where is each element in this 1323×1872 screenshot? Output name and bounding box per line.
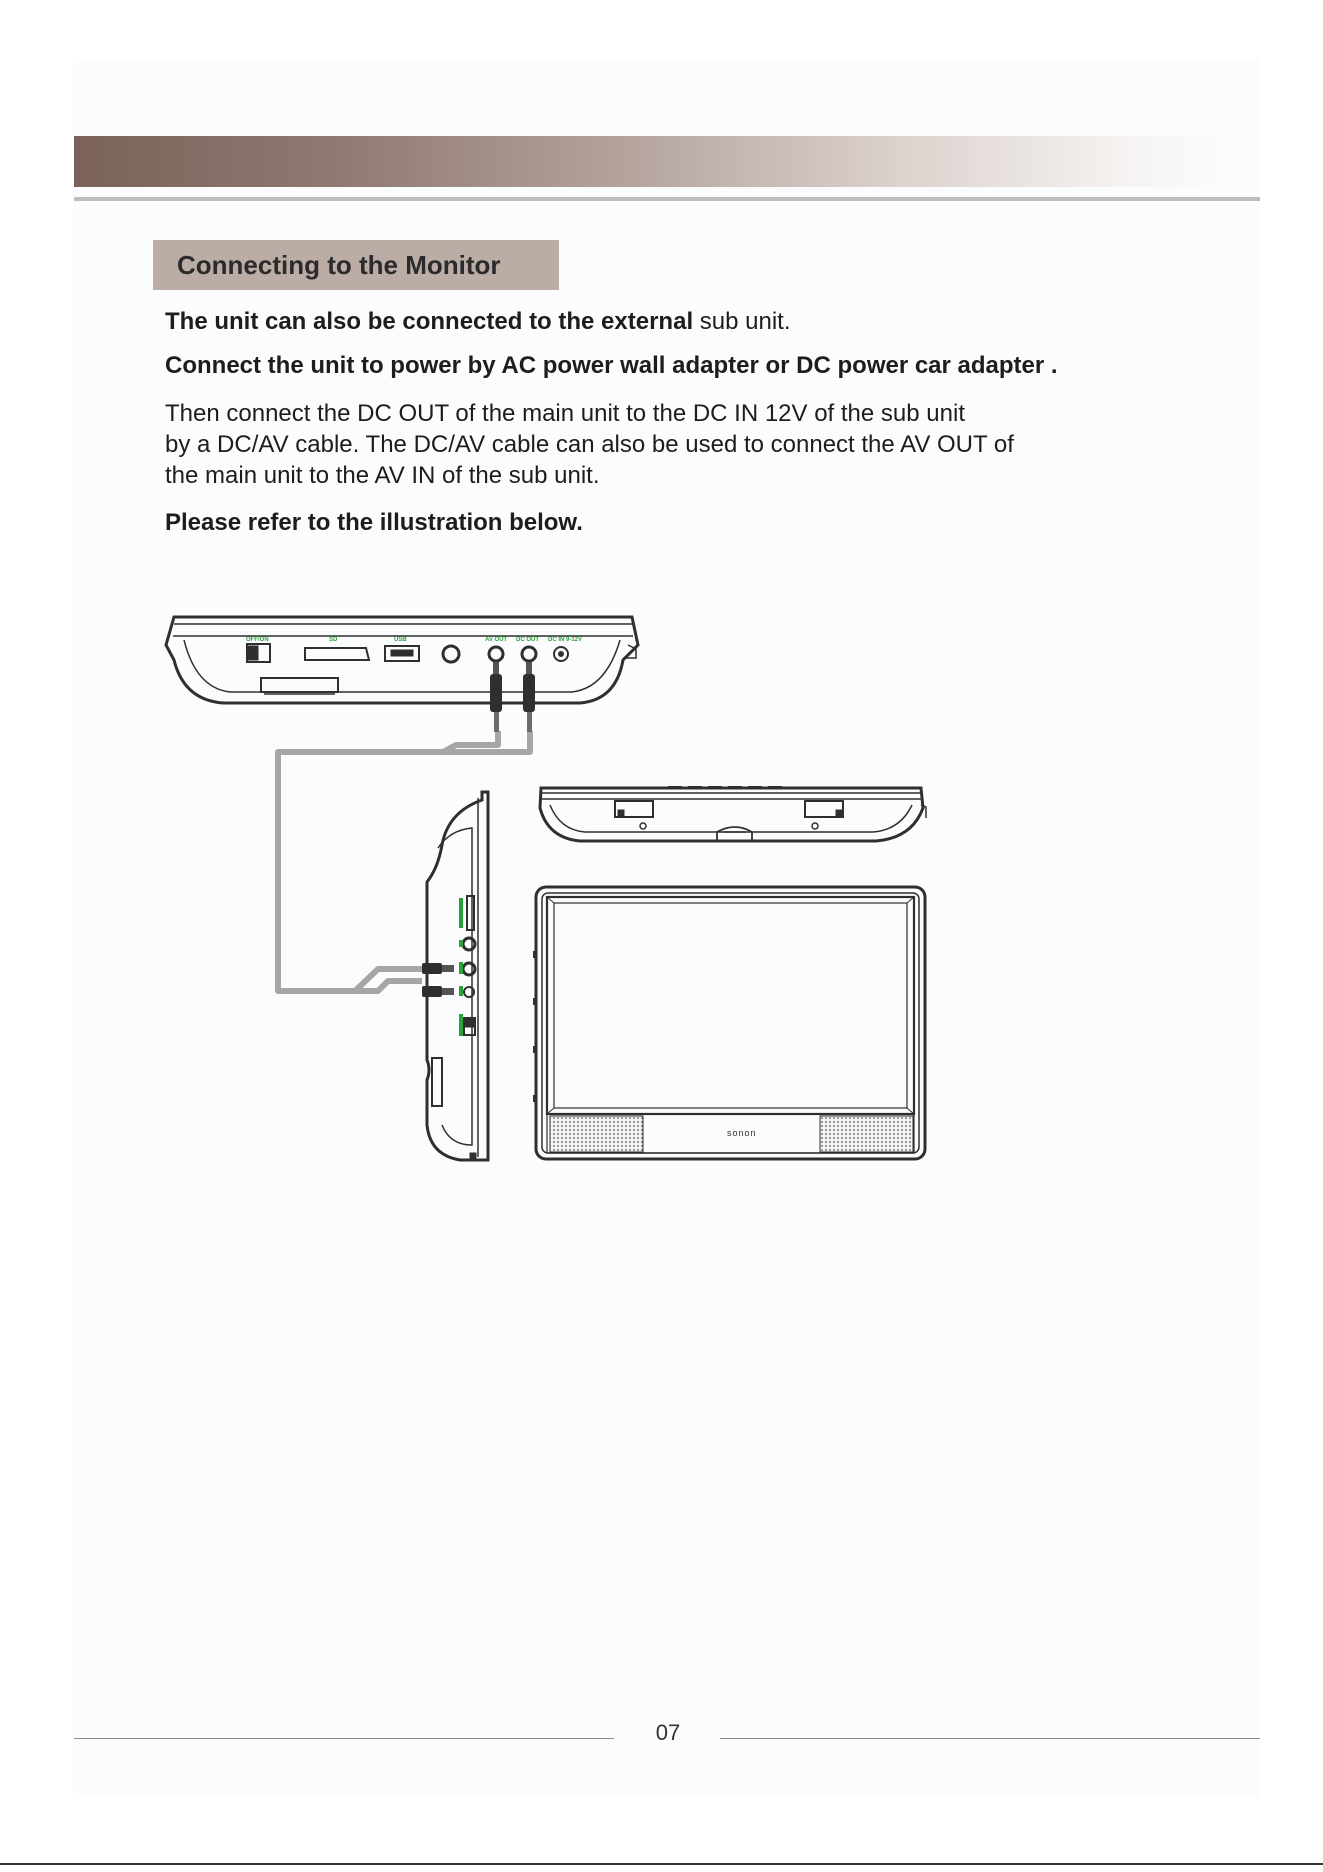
- connection-illustration: [160, 600, 950, 1180]
- label-dc-in: DC IN 9-12V: [548, 637, 583, 643]
- headphone-jack-icon: [443, 646, 459, 662]
- paragraph-refer: Please refer to the illustration below.: [165, 509, 583, 536]
- sd-slot-icon: [305, 648, 369, 660]
- paragraph-connect-line-3: the main unit to the AV IN of the sub unit.: [165, 462, 600, 489]
- dc-av-cable: [278, 731, 530, 991]
- paragraph-connect-line-2: by a DC/AV cable. The DC/AV cable can also be used to connect the AV OUT of: [165, 431, 1014, 458]
- right-speaker-grill: [820, 1116, 913, 1152]
- paragraph-power: Connect the unit to power by AC power wall adapter or DC power car adapter .: [165, 352, 1058, 379]
- main-unit-port-labels: [246, 637, 582, 643]
- label-av-out: AV OUT: [485, 637, 508, 643]
- header-rule: [74, 197, 1260, 201]
- sub-unit-top-view: [540, 788, 926, 841]
- sub-unit-logo: sonon: [727, 1128, 757, 1138]
- paragraph-external-unit-normal: sub unit.: [693, 308, 791, 335]
- section-title: Connecting to the Monitor: [153, 240, 559, 290]
- header-gradient-bar: [74, 136, 1234, 187]
- dc-out-jack-icon: [522, 647, 536, 661]
- label-sd: SD: [329, 637, 338, 643]
- label-dc-out: DC OUT: [516, 637, 539, 643]
- paragraph-external-unit-bold: The unit can also be connected to the external: [165, 308, 694, 335]
- main-unit-plugs: [490, 662, 535, 732]
- label-usb: USB: [394, 637, 407, 643]
- footer-rule-right: [720, 1738, 1260, 1739]
- sub-unit-side-labels: [459, 898, 463, 1036]
- bottom-scan-line: [0, 1863, 1323, 1865]
- sub-unit-side-view: [427, 792, 488, 1160]
- paragraph-connect-line-1: Then connect the DC OUT of the main unit to the DC IN 12V of the sub unit: [165, 400, 965, 427]
- paragraph-external-unit: [165, 306, 791, 337]
- footer-rule-left: [74, 1738, 614, 1739]
- main-unit-drawing: [166, 617, 638, 703]
- av-out-jack-icon: [489, 647, 503, 661]
- left-speaker-grill: [550, 1116, 643, 1152]
- page-number: 07: [655, 1720, 681, 1745]
- label-off-on: OFF/ON: [246, 637, 269, 643]
